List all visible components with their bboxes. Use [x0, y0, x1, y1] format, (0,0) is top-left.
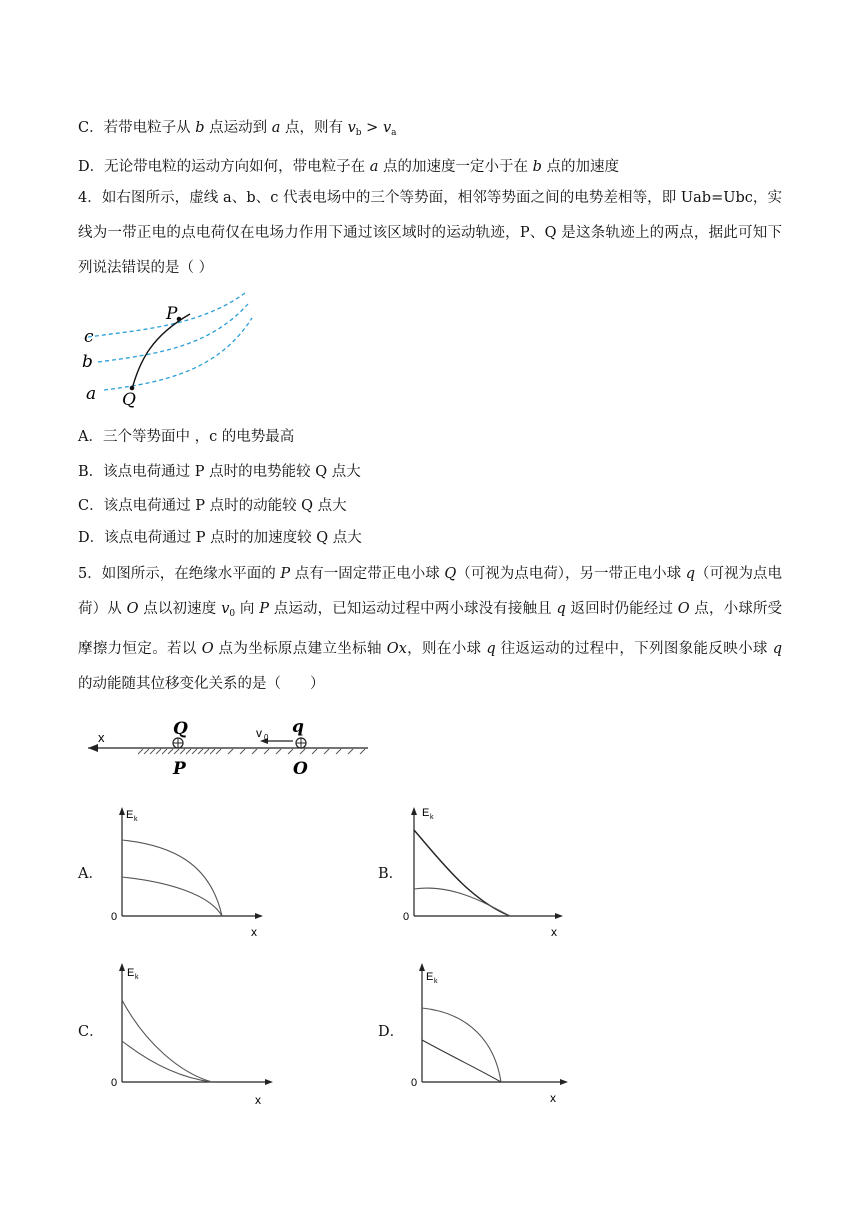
- svg-text:k: k: [134, 816, 138, 823]
- equipotential-line-a: [104, 318, 252, 390]
- label-p: P: [166, 304, 178, 324]
- svg-text:0: 0: [111, 1077, 118, 1089]
- label-big-q: Q: [173, 719, 188, 739]
- label-small-q: q: [292, 717, 304, 737]
- curve-upper: [422, 1008, 501, 1082]
- svg-text:x: x: [551, 925, 557, 939]
- svg-text:E: E: [127, 967, 135, 979]
- curve-upper: [122, 840, 222, 916]
- q5-stem: 5．如图所示，在绝缘水平面的 P 点有一固定带正电小球 Q（可视为点电荷），另一带正电小球 q（可视为点电荷）从 O 点以初速度 $v_0$ 向 P 点运动，已知运动过程中两小球没有接触且 q 返回时仍能经过 O 点，小球所受摩擦力恒定。若以 O 点为坐标原点建立坐标轴 Ox，则在小球 q 往返运动的过程中，下列图象能反映小球 q 的动能随其位移变化关系的是（ ）: [78, 566, 783, 692]
- svg-text:k: k: [434, 978, 438, 985]
- svg-text:0: 0: [264, 733, 269, 742]
- curve-lower: [414, 888, 510, 916]
- axis-x-label: x: [98, 730, 105, 745]
- svg-text:E: E: [426, 971, 434, 983]
- q3-option-d: D．无论带电粒的运动方向如何，带电粒子在 a 点的加速度一定小于在 b 点的加速度: [78, 159, 620, 175]
- label-o: O: [293, 759, 308, 779]
- svg-text:0: 0: [411, 1077, 418, 1089]
- graph-a-option: A．: [78, 866, 103, 882]
- curve-lower: [422, 1040, 501, 1082]
- graph-b-option: B．: [378, 866, 404, 882]
- x-axis-arrow: [88, 744, 98, 752]
- curve-lower: [122, 1041, 212, 1082]
- graph-d-option: D．: [378, 1024, 405, 1040]
- svg-text:0: 0: [111, 911, 118, 923]
- graph-b: [400, 800, 570, 940]
- svg-text:E: E: [126, 809, 134, 821]
- curve-lower: [122, 877, 222, 916]
- svg-text:v: v: [256, 726, 262, 740]
- curve-upper: [122, 1000, 212, 1082]
- svg-text:x: x: [255, 1093, 261, 1107]
- q4-option-a: A．三个等势面中 ，c 的电势最高: [78, 429, 295, 445]
- label-q: Q: [122, 390, 136, 410]
- svg-text:k: k: [430, 814, 434, 821]
- curve-upper: [414, 830, 510, 916]
- graph-c: [100, 958, 275, 1108]
- q3-option-c: C．若带电粒子从 b 点运动到 a 点，则有 $v_b > v_a$: [78, 120, 397, 138]
- svg-text:x: x: [251, 925, 257, 939]
- label-c: c: [84, 327, 94, 347]
- svg-text:0: 0: [403, 911, 410, 923]
- q4-option-d: D．该点电荷通过 P 点时的加速度较 Q 点大: [78, 530, 362, 546]
- label-b: b: [82, 352, 93, 372]
- label-p: P: [173, 759, 186, 779]
- svg-text:E: E: [422, 807, 430, 819]
- q5-setup-figure: [80, 712, 375, 780]
- graph-a: [100, 800, 270, 940]
- svg-text:x: x: [550, 1091, 556, 1105]
- label-a: a: [86, 384, 97, 404]
- svg-text:k: k: [135, 974, 139, 981]
- q4-option-b: B．该点电荷通过 P 点时的电势能较 Q 点大: [78, 464, 361, 480]
- q4-option-c: C．该点电荷通过 P 点时的动能较 Q 点大: [78, 498, 347, 514]
- graph-c-option: C．: [78, 1024, 104, 1040]
- graph-d: [400, 958, 575, 1108]
- q4-equipotential-figure: [80, 288, 260, 413]
- q4-stem: 4．如右图所示，虚线 a、b、c 代表电场中的三个等势面，相邻等势面之间的电势差相等，即 Uab=Ubc，实线为一带正电的点电荷仅在电场力作用下通过该区域时的运动轨迹，P、Q 是这条轨迹上的两点，据此可知下列说法错误的是（ ）: [78, 190, 782, 276]
